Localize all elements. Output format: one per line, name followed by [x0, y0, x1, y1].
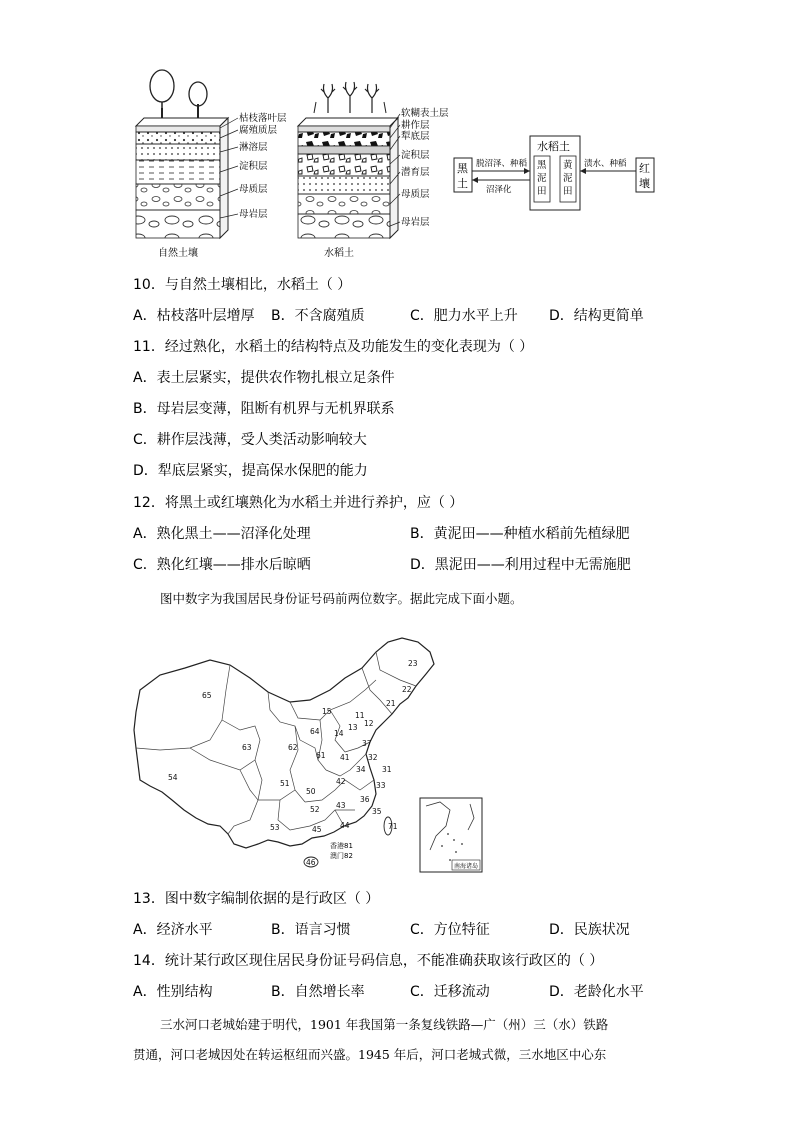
q11-option-d[interactable]: D．犁底层紧实，提高保水保肥的能力	[133, 463, 368, 479]
map-code: 32	[368, 753, 378, 762]
flow-left-box-char1: 黑	[457, 162, 468, 175]
map-code: 33	[376, 781, 386, 790]
map-code: 45	[312, 825, 322, 834]
map-code: 14	[334, 729, 344, 738]
natural-layer-5: 母质层	[239, 184, 268, 195]
flow-inner-left-c3: 田	[537, 186, 547, 197]
flow-right-box-char2: 壤	[639, 177, 650, 190]
map-code: 12	[364, 719, 374, 728]
natural-soil-profile	[136, 70, 287, 259]
q11-option-b[interactable]: B．母岩层变薄，阻断有机界与无机界联系	[133, 401, 395, 417]
soil-profile-figure	[128, 68, 668, 268]
map-code: 15	[322, 707, 332, 716]
map-code: 13	[348, 723, 358, 732]
q14-option-d[interactable]: D．老龄化水平	[549, 984, 644, 1000]
paddy-layer-2: 耕作层	[401, 120, 430, 131]
map-code: 50	[306, 787, 316, 796]
flow-inner-right-c1: 黄	[563, 160, 573, 171]
china-outline	[134, 638, 434, 848]
map-code: 61	[316, 751, 326, 760]
q11-stem: 11．经过熟化，水稻土的结构特点及功能发生的变化表现为（ ）	[133, 339, 534, 355]
rice-plant-icon	[314, 82, 386, 113]
china-id-code-map	[130, 630, 490, 875]
q13-option-a[interactable]: A．经济水平	[133, 922, 213, 938]
q14-stem: 14．统计某行政区现住居民身份证号码信息，不能准确获取该行政区的（ ）	[133, 953, 604, 969]
flow-right-box-char1: 红	[639, 162, 650, 175]
flow-inner-right-c2: 泥	[563, 173, 573, 184]
q12-option-d[interactable]: D．黑泥田——利用过程中无需施肥	[410, 557, 631, 573]
q13-option-c[interactable]: C．方位特征	[410, 922, 490, 938]
paddy-layer-4: 淀积层	[401, 150, 430, 161]
natural-layer-3: 淋溶层	[239, 142, 268, 153]
natural-layer-4: 淀积层	[239, 161, 268, 172]
q10-option-c[interactable]: C．肥力水平上升	[410, 308, 518, 324]
macau-label: 澳门82	[330, 852, 353, 860]
flow-arrow-left-bottom: 沼泽化	[486, 185, 512, 195]
map-code: 71	[388, 822, 398, 831]
south-china-sea-inset	[420, 798, 482, 872]
flow-left-box-char2: 土	[457, 177, 468, 190]
hong-kong-label: 香港81	[330, 842, 353, 850]
paddy-layer-7: 母岩层	[401, 217, 430, 228]
natural-soil-caption: 自然土壤	[158, 248, 198, 259]
map-code: 46	[306, 858, 316, 867]
map-code: 21	[386, 699, 396, 708]
q12-stem: 12．将黑土或红壤熟化为水稻土并进行养护，应（ ）	[133, 495, 464, 511]
paddy-layer-6: 母质层	[401, 189, 430, 200]
map-code: 53	[270, 823, 280, 832]
natural-layer-1: 枯枝落叶层	[239, 113, 287, 124]
q12-option-a[interactable]: A．熟化黑土——沼泽化处理	[133, 526, 311, 542]
flow-arrow-left-top: 脱沼泽、种稻	[476, 159, 528, 169]
map-code: 41	[340, 753, 350, 762]
map-code: 64	[310, 727, 320, 736]
map-code: 31	[382, 765, 392, 774]
flow-arrow-right-top: 渍水、种稻	[584, 159, 627, 169]
map-code: 34	[356, 765, 366, 774]
map-code: 54	[168, 773, 178, 782]
q10-option-d[interactable]: D．结构更简单	[549, 308, 644, 324]
map-code: 52	[310, 805, 320, 814]
flow-inner-left-c1: 黑	[537, 160, 547, 171]
paddy-layer-1: 软糊表土层	[401, 108, 449, 119]
flow-inner-left-c2: 泥	[537, 173, 547, 184]
q11-option-c[interactable]: C．耕作层浅薄，受人类活动影响较大	[133, 432, 367, 448]
q13-option-b[interactable]: B．语言习惯	[271, 922, 351, 938]
passage-line-1: 三水河口老城始建于明代，1901 年我国第一条复线铁路—广（州）三（水）铁路	[160, 1017, 609, 1032]
soil-diagram-svg	[128, 68, 668, 268]
map-intro-text: 图中数字为我国居民身份证号码前两位数字。据此完成下面小题。	[160, 591, 523, 606]
map-code: 42	[336, 777, 346, 786]
q14-option-b[interactable]: B．自然增长率	[271, 984, 365, 1000]
map-code: 51	[280, 779, 290, 788]
china-map-svg	[130, 630, 490, 875]
map-code: 44	[340, 821, 350, 830]
q14-option-c[interactable]: C．迁移流动	[410, 984, 490, 1000]
q12-option-b[interactable]: B．黄泥田——种植水稻前先植绿肥	[410, 526, 630, 542]
natural-layer-6: 母岩层	[239, 209, 268, 220]
q11-option-a[interactable]: A．表土层紧实，提供农作物扎根立足条件	[133, 370, 395, 386]
flow-center-title: 水稻土	[537, 140, 570, 153]
passage-line-2: 贯通，河口老城因处在转运枢纽而兴盛。1945 年后，河口老城式微，三水地区中心东	[133, 1047, 607, 1062]
map-code: 35	[372, 807, 382, 816]
inset-label: 南海诸岛	[454, 863, 479, 870]
map-code: 23	[408, 659, 418, 668]
q13-option-d[interactable]: D．民族状况	[549, 922, 630, 938]
paddy-soil-caption: 水稻土	[324, 248, 354, 259]
paddy-layer-3: 犁底层	[401, 131, 430, 142]
paddy-soil-profile	[298, 82, 449, 259]
q10-option-a[interactable]: A．枯枝落叶层增厚	[133, 308, 255, 324]
map-code: 43	[336, 801, 346, 810]
q12-option-c[interactable]: C．熟化红壤——排水后晾晒	[133, 557, 311, 573]
q10-option-b[interactable]: B．不含腐殖质	[271, 308, 365, 324]
map-code: 36	[360, 795, 370, 804]
map-code: 63	[242, 743, 252, 752]
paddy-layer-5: 潜育层	[401, 167, 430, 178]
q14-option-a[interactable]: A．性别结构	[133, 984, 213, 1000]
q10-stem: 10．与自然土壤相比，水稻土（ ）	[133, 277, 352, 293]
q13-stem: 13．图中数字编制依据的是行政区（ ）	[133, 891, 380, 907]
natural-layer-2: 腐殖质层	[239, 125, 278, 136]
map-code: 65	[202, 691, 212, 700]
flow-inner-right-c3: 田	[563, 186, 573, 197]
map-code: 62	[288, 743, 298, 752]
map-code: 11	[355, 711, 365, 720]
map-code: 22	[402, 685, 412, 694]
map-code: 37	[362, 739, 372, 748]
